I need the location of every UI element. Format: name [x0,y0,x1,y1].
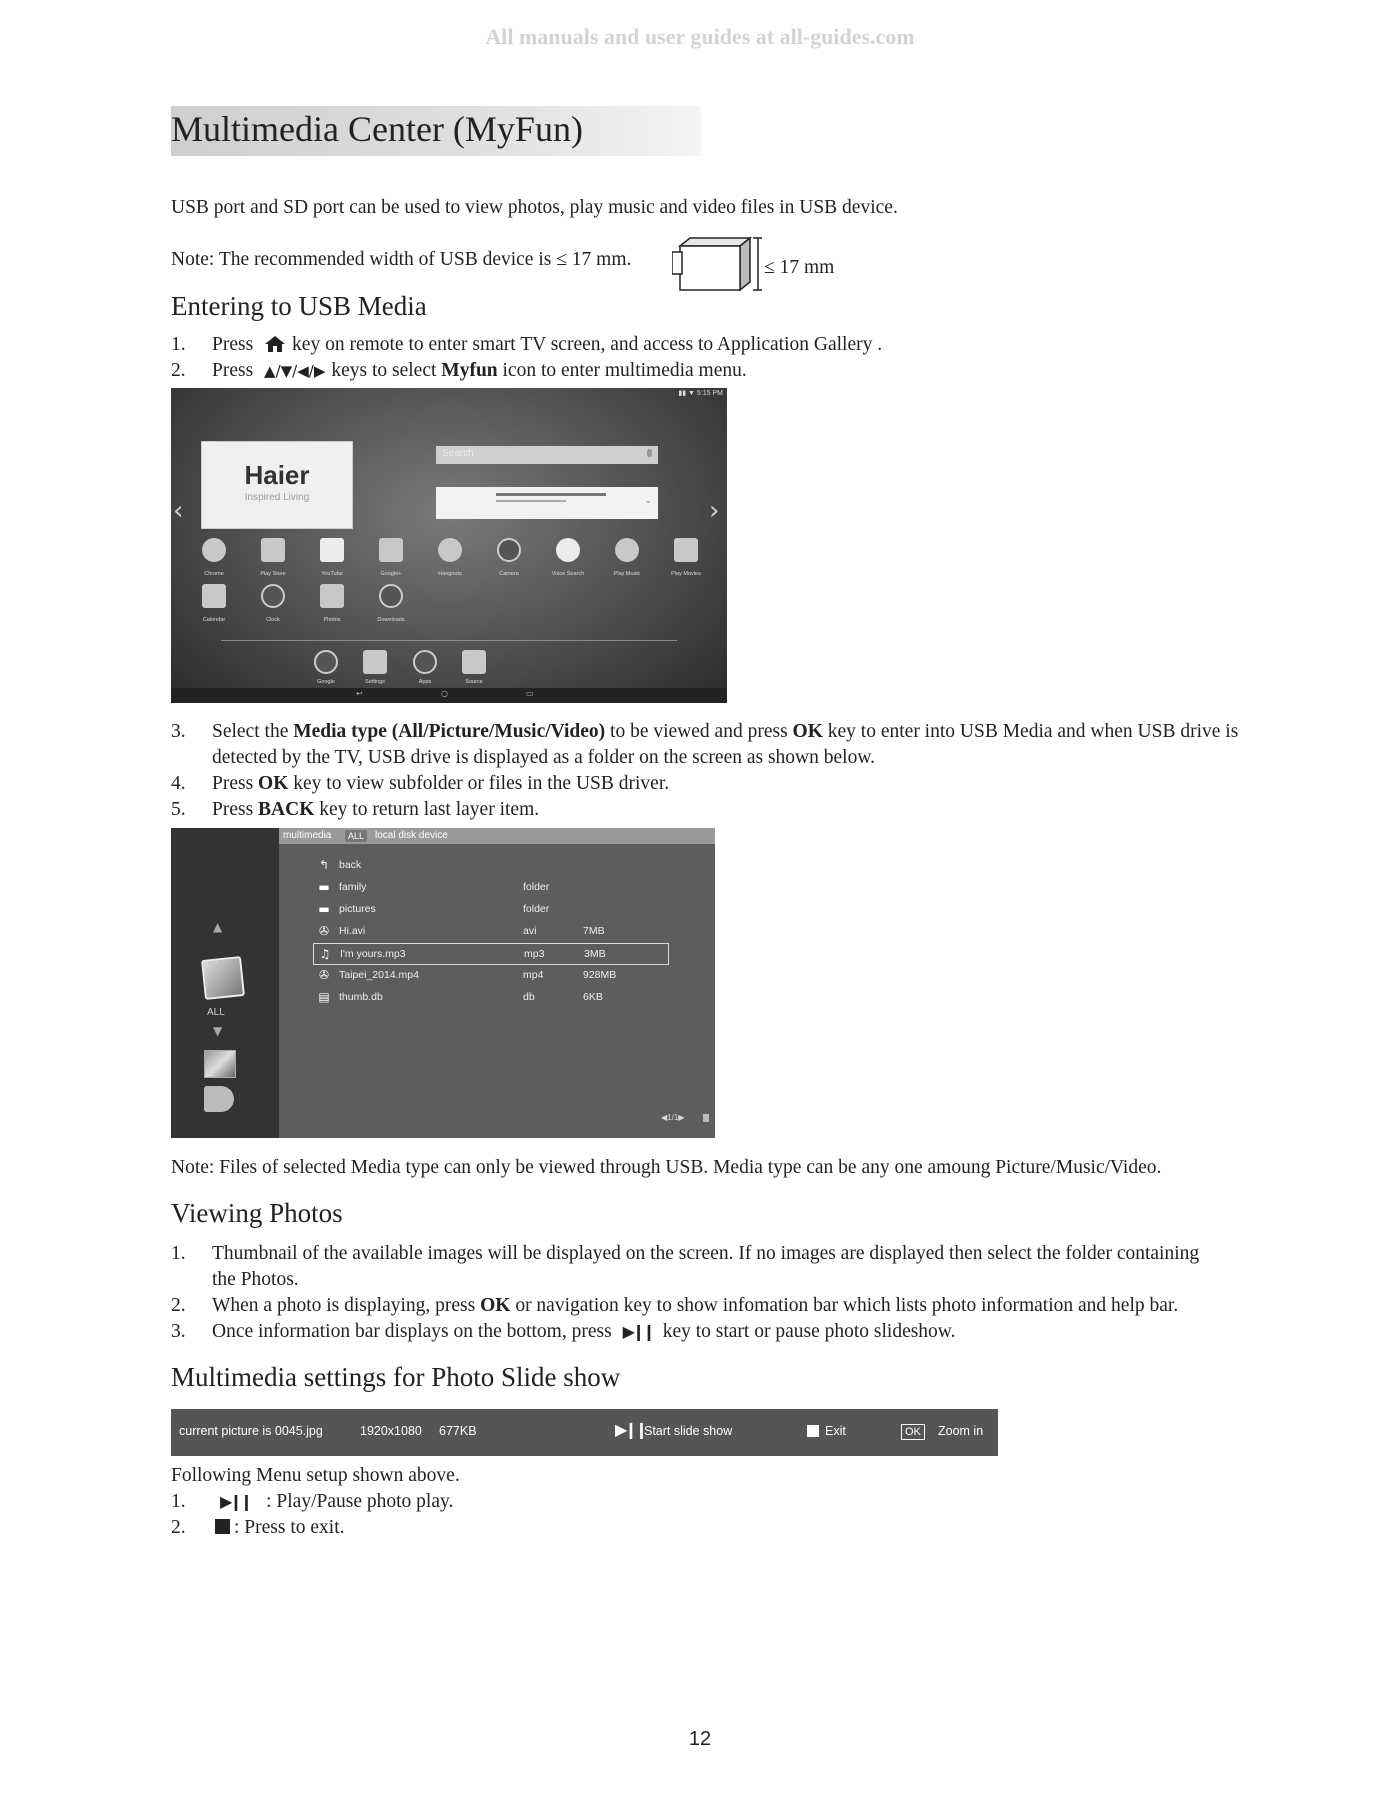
app-hangouts[interactable] [422,538,478,577]
haier-logo: Haier [244,460,310,490]
step-number: 4. [171,773,186,794]
legend-text: : Play/Pause photo play. [266,1491,454,1512]
file-row[interactable] [313,921,669,943]
page-number: 12 [688,1728,712,1750]
zoom-in-button[interactable]: Zoom in [938,1424,984,1438]
source-icon [462,650,486,674]
section-photos: Viewing Photos [171,1198,343,1228]
app-clock[interactable] [245,584,301,623]
app-voice-search[interactable] [540,538,596,577]
file-size: 677KB [439,1424,477,1438]
step-text: key to start or pause photo slideshow. [662,1321,956,1342]
home-icon [264,335,286,353]
step-bold: Media type (All/Picture/Music/Video) [293,721,606,742]
android-nav-bar [171,688,727,703]
play-store-icon [261,538,285,562]
step-bold: BACK [258,799,315,820]
exit-button[interactable]: Exit [825,1424,846,1438]
file-type: folder [523,903,550,915]
haier-tagline: Inspired Living [244,492,310,503]
usb-drive-icon [672,234,762,294]
chevron-down-icon: ⌄ [644,496,652,506]
smart-tv-screenshot [171,388,727,703]
settings-icon [363,650,387,674]
app-label: Google [317,679,335,685]
file-name: I'm yours.mp3 [340,948,406,960]
nav-keys-icon: ▲/▼/◀/▶ [264,362,326,380]
note-width: Note: The recommended width of USB device is ≤ 17 mm. [171,249,632,270]
step-text: key to return last layer item. [314,799,540,820]
app-label: Photos [323,617,341,623]
app-label: Camera [499,571,519,577]
app-downloads[interactable] [363,584,419,623]
step-number: 1. [171,334,186,355]
page-title: Multimedia Center (MyFun) [171,109,583,149]
chevron-right-icon[interactable]: › [709,496,720,526]
file-size: 6KB [583,991,603,1003]
app-chrome[interactable] [186,538,242,577]
download-icon [379,584,403,608]
app-label: Downloads [377,617,405,623]
breadcrumb-item[interactable]: ALL [345,830,367,842]
step-number: 1. [171,1243,186,1264]
file-type: mp4 [523,969,544,981]
step-bold: OK [480,1295,511,1316]
back-icon[interactable]: ↩ [356,689,363,698]
step-text: key to enter into USB Media and when USB drive is detected by the TV, USB drive is displayed as a folder on the screen as shown below. [212,721,1239,768]
slideshow-info-bar [171,1409,998,1456]
step-number: 5. [171,799,186,820]
app-label: Google+ [380,571,402,577]
step-text: Select the [212,721,294,742]
app-camera[interactable] [481,538,537,577]
step-text: icon to enter multimedia menu. [502,360,747,381]
dock-settings[interactable] [347,650,403,685]
file-size: 3MB [584,948,606,960]
step-number: 2. [171,1295,186,1316]
file-name: back [339,859,362,871]
play-pause-icon: ▶❙❙ [220,1492,251,1511]
app-label: YouTube [321,571,343,577]
usb-width-label: ≤ 17 mm [764,257,835,278]
stop-icon [807,1425,819,1437]
chevron-left-icon[interactable]: ‹ [173,496,184,526]
folder-icon: ▬ [318,880,330,894]
microphone-icon [556,538,580,562]
breadcrumb [279,828,715,844]
ok-key-icon: OK [901,1424,925,1440]
step-number: 3. [171,1321,186,1342]
step-text: Thumbnail of the available images will be displayed on the screen. If no images are displayed then select the folder containing the Photos. [212,1243,1200,1290]
dock-source[interactable] [446,650,502,685]
app-play-movies[interactable] [658,538,714,577]
myfun-label: Myfun [441,360,498,381]
picture-icon[interactable] [204,1050,236,1078]
file-name: Hi.avi [339,925,366,937]
trash-icon[interactable] [703,1114,709,1122]
apps-grid-icon [413,650,437,674]
home-icon[interactable]: ○ [441,689,448,698]
play-pause-icon: ▶❙❙ [622,1322,653,1341]
step-bold: OK [258,773,289,794]
file-row[interactable] [313,899,669,921]
note-media: Note: Files of selected Media type can only be viewed through USB. Media type can be any one amoung Picture/Music/Video. [171,1157,1162,1178]
breadcrumb-item[interactable]: multimedia [283,830,332,841]
app-label: Source [465,679,483,685]
step-text: key on remote to enter smart TV screen, and access to Application Gallery . [292,334,883,355]
arrow-up-icon[interactable]: ▲ [213,920,223,934]
file-type: avi [523,925,537,937]
file-type: folder [523,881,550,893]
app-label: Calendar [202,617,226,623]
camera-icon [497,538,521,562]
file-size: 7MB [583,925,605,937]
recents-icon[interactable]: ▭ [526,689,534,698]
app-play-store[interactable] [245,538,301,577]
legend-text: : Press to exit. [234,1517,345,1538]
all-media-icon[interactable] [201,956,245,1000]
dock-apps[interactable] [397,650,453,685]
file-name: family [339,881,367,893]
app-label: Play Music [613,571,641,577]
chrome-icon [202,538,226,562]
current-picture: current picture is 0045.jpg [179,1424,323,1438]
arrow-down-icon[interactable]: ▼ [213,1024,223,1038]
folder-icon: ▬ [318,902,330,916]
database-icon: ▤ [318,990,330,1004]
section-settings: Multimedia settings for Photo Slide show [171,1362,621,1392]
app-youtube[interactable] [304,538,360,577]
hangouts-icon [438,538,462,562]
pager[interactable]: ◀1/1▶ [661,1113,685,1122]
file-type: mp3 [524,948,545,960]
app-label: Voice Search [551,571,585,577]
step-text: Press [212,360,254,381]
haier-widget[interactable] [201,441,353,529]
stop-icon [215,1519,230,1534]
app-label: Play Store [260,571,286,577]
calendar-icon [202,584,226,608]
step-text: key to view subfolder or files in the USB driver. [288,773,670,794]
app-calendar[interactable] [186,584,242,623]
file-row[interactable] [313,855,669,877]
start-slideshow-button[interactable]: Start slide show [644,1424,733,1438]
step-bold: OK [792,721,823,742]
file-name: Taipei_2014.mp4 [339,969,419,981]
photos-icon [320,584,344,608]
step-text: keys to select [331,360,437,381]
file-row[interactable] [313,987,669,1009]
section-entering: Entering to USB Media [171,291,427,321]
file-row[interactable] [313,877,669,899]
app-label: Chrome [204,571,224,577]
watermark: All manuals and user guides at all-guides.com [485,24,915,49]
notification-card[interactable] [436,487,658,519]
app-label: Clock [266,617,280,623]
step-number: 2. [171,360,186,381]
dock-google[interactable] [298,650,354,685]
file-size: 928MB [583,969,617,981]
search-placeholder: Search [442,448,474,459]
divider [221,640,677,641]
step-number: 2. [171,1517,186,1538]
app-play-music[interactable] [599,538,655,577]
file-type: db [523,991,535,1003]
step-text: Once information bar displays on the bottom, press [212,1321,612,1342]
google-icon [314,650,338,674]
step-number: 3. [171,721,186,742]
step-text: Press [212,799,259,820]
google-plus-icon [379,538,403,562]
file-name: pictures [339,903,376,915]
app-photos[interactable] [304,584,360,623]
following-text: Following Menu setup shown above. [171,1465,460,1486]
app-google-plus[interactable] [363,538,419,577]
app-label: Settings [365,679,385,685]
media-type-label: ALL [207,1007,225,1018]
status-bar: ▮▮ ▼ 5:15 PM [678,390,723,397]
file-row-selected[interactable] [313,943,669,965]
step-text: Press [212,773,259,794]
step-number: 1. [171,1491,186,1512]
youtube-icon [320,538,344,562]
intro-text: USB port and SD port can be used to view photos, play music and video files in USB device. [171,197,898,218]
headphones-icon [615,538,639,562]
play-pause-icon: ▶❙❙ [615,1420,646,1439]
clock-icon [261,584,285,608]
back-icon: ↰ [318,858,330,872]
file-name: thumb.db [339,991,383,1003]
media-type-sidebar [171,828,279,1138]
video-reel-icon: ✇ [318,968,330,982]
file-row[interactable] [313,965,669,987]
music-video-icon[interactable] [204,1086,234,1112]
app-label: Play Movies [671,571,701,577]
step-text: to be viewed and press [605,721,793,742]
breadcrumb-item[interactable]: local disk device [375,830,448,841]
film-icon [674,538,698,562]
video-reel-icon: ✇ [318,924,330,938]
search-bar[interactable] [436,446,658,464]
app-label: Apps [418,679,432,685]
app-label: Hangouts [438,571,462,577]
music-note-icon: ♫ [319,947,331,961]
file-browser-screenshot [171,828,715,1138]
step-text: Press [212,334,254,355]
resolution: 1920x1080 [360,1424,422,1438]
mic-icon [647,449,652,457]
step-text: or navigation key to show infomation bar which lists photo information and help bar. [510,1295,1179,1316]
step-text: When a photo is displaying, press [212,1295,481,1316]
